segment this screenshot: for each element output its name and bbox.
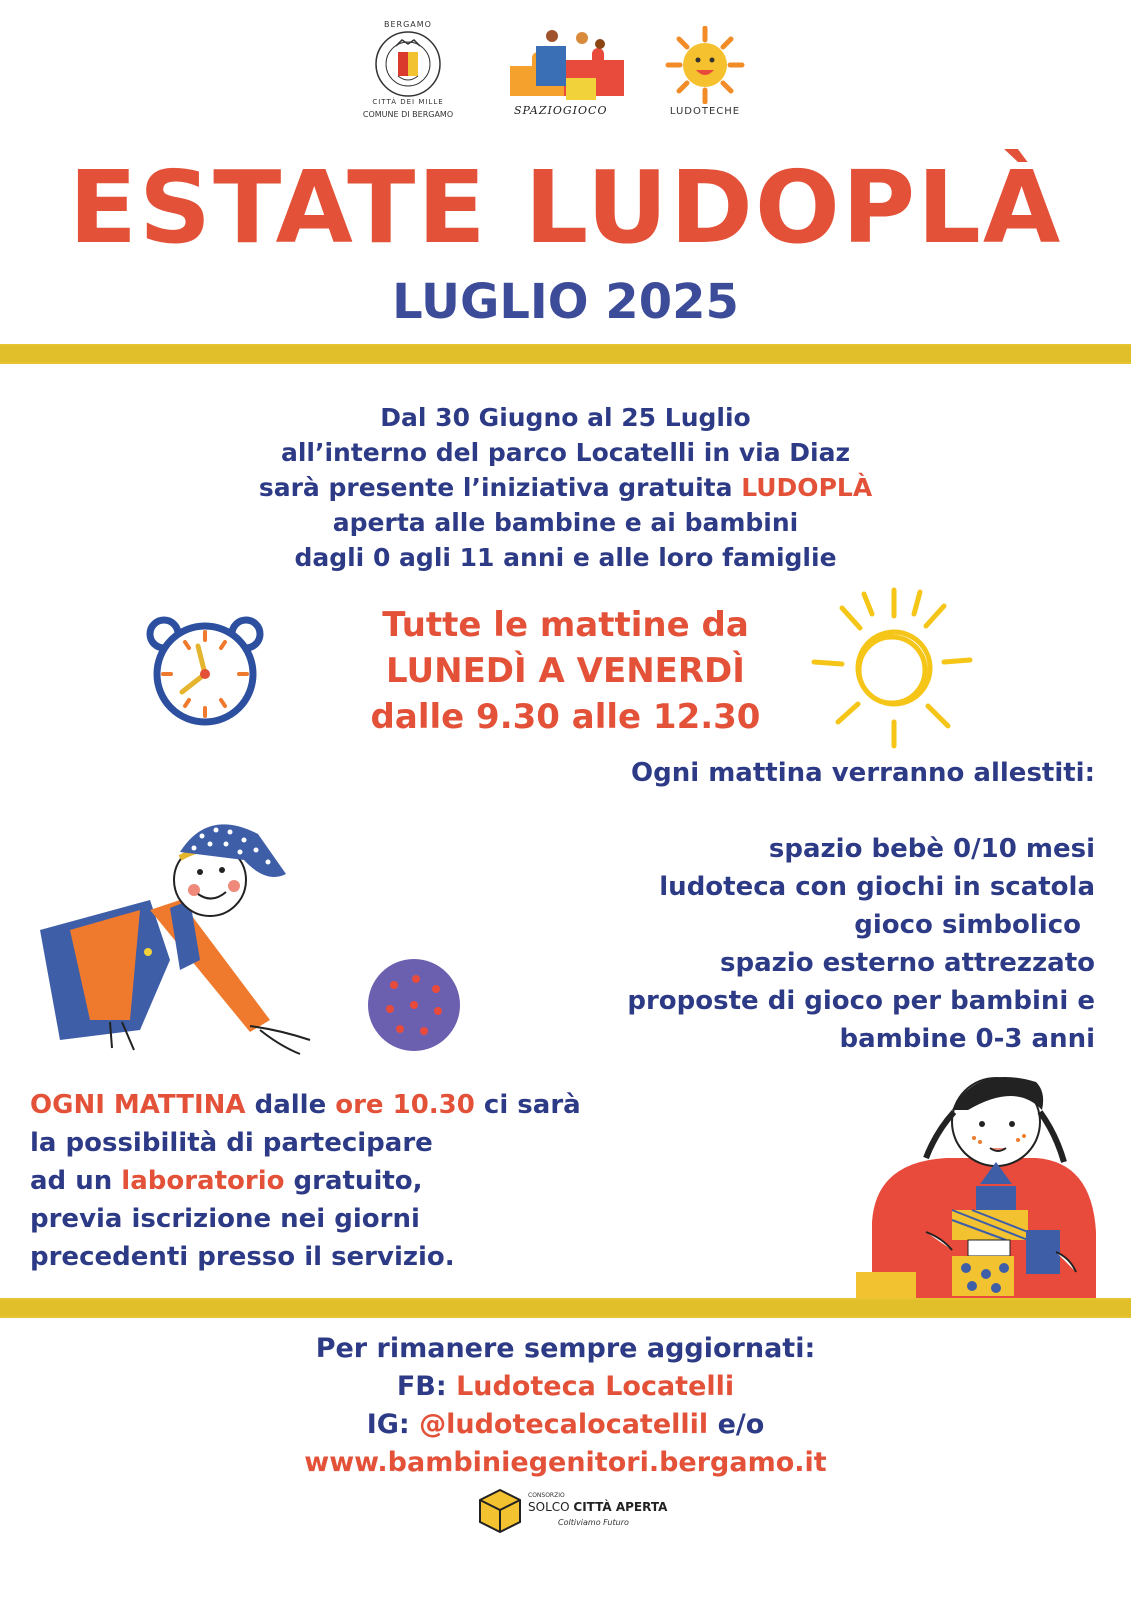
intro-line: all’interno del parco Locatelli in via Diaz — [280, 438, 851, 467]
website-link[interactable]: www.bambiniegenitori.bergamo.it — [304, 1447, 827, 1478]
bergamo-bottom-text: CITTÀ DEI MILLE — [372, 98, 444, 106]
bergamo-seal-icon — [360, 22, 456, 122]
lab-line — [30, 1162, 590, 1200]
ludoteche-name: LUDOTECHE — [669, 106, 741, 117]
bergamo-name: COMUNE DI BERGAMO — [362, 110, 454, 119]
bottom-divider — [0, 1298, 1131, 1318]
footer-contacts — [0, 1330, 1131, 1482]
instagram-link[interactable]: @ludotecalocatellil — [419, 1409, 709, 1440]
bergamo-top-text: BERGAMO — [384, 20, 432, 29]
setup-item: spazio bebè 0/10 mesi — [768, 834, 1095, 864]
boy-illustration — [30, 800, 330, 1070]
page-subtitle: LUGLIO 2025 — [392, 274, 739, 330]
intro-line: dagli 0 agli 11 anni e alle loro famiglie — [294, 543, 837, 572]
laboratory-text — [30, 1086, 590, 1276]
boy-playing-icon — [30, 800, 330, 1070]
sun-icon — [808, 582, 978, 752]
lab-text: ad un — [30, 1166, 122, 1196]
girl-building-icon — [856, 1062, 1106, 1310]
intro-line: Dal 30 Giugno al 25 Luglio — [380, 403, 751, 432]
instagram-line — [0, 1406, 1131, 1444]
setup-item: spazio esterno attrezzato — [720, 948, 1095, 978]
sun-illustration — [808, 582, 978, 752]
logo-spaziogioco — [500, 26, 636, 122]
lab-line: precedenti presso il servizio. — [30, 1242, 455, 1272]
facebook-line — [0, 1368, 1131, 1406]
footer-heading: Per rimanere sempre aggiornati: — [315, 1333, 816, 1364]
facebook-link[interactable]: Ludoteca Locatelli — [456, 1371, 735, 1402]
brand-name-bold: CITTÀ APERTA — [573, 1500, 668, 1514]
lab-text: dalle — [245, 1090, 336, 1120]
instagram-label: IG: — [366, 1409, 420, 1440]
laboratorio-highlight: laboratorio — [121, 1166, 285, 1196]
instagram-post: e/o — [708, 1409, 765, 1440]
solco-citta-aperta-logo — [478, 1488, 668, 1538]
setup-heading: Ogni mattina verranno allestiti: — [631, 758, 1095, 788]
intro-line-text: sarà presente l’iniziativa gratuita — [258, 473, 742, 502]
cube-icon — [478, 1488, 522, 1534]
ball-illustration — [364, 955, 464, 1055]
lab-line: la possibilità di partecipare — [30, 1128, 433, 1158]
setup-item: bambine 0-3 anni — [839, 1024, 1095, 1054]
logo-ludoteche — [660, 26, 750, 122]
schedule-line: Tutte le mattine da — [382, 605, 749, 645]
lab-text: ci sarà — [474, 1090, 581, 1120]
ball-icon — [364, 955, 464, 1055]
setup-list — [627, 830, 1095, 1058]
setup-item: gioco simbolico — [854, 910, 1081, 940]
brand-name — [528, 1500, 667, 1514]
page-title: ESTATE LUDOPLÀ — [68, 149, 1063, 266]
lab-line — [30, 1086, 590, 1124]
setup-item: ludoteca con giochi in scatola — [659, 872, 1095, 902]
ludopla-highlight: LUDOPLÀ — [741, 473, 873, 502]
sun-face-icon — [660, 26, 750, 104]
facebook-label: FB: — [396, 1371, 457, 1402]
brand-name-pre: SOLCO — [528, 1500, 574, 1514]
setup-item: proposte di gioco per bambini e — [627, 986, 1095, 1016]
schedule-hours: dalle 9.30 alle 12.30 — [370, 697, 761, 737]
logo-comune-bergamo — [360, 22, 456, 122]
brand-tagline: Coltiviamo Futuro — [558, 1518, 629, 1527]
spaziogioco-name: SPAZIOGIOCO — [514, 104, 608, 117]
intro-text — [0, 400, 1131, 575]
lab-text: gratuito, — [284, 1166, 423, 1196]
schedule-days: LUNEDÌ A VENERDÌ — [386, 651, 745, 691]
intro-line — [0, 470, 1131, 505]
top-divider — [0, 344, 1131, 364]
intro-line: aperta alle bambine e ai bambini — [332, 508, 799, 537]
lab-line: previa iscrizione nei giorni — [30, 1204, 420, 1234]
brand-small: CONSORZIO — [528, 1492, 565, 1499]
ogni-mattina-highlight: OGNI MATTINA — [30, 1090, 246, 1120]
puzzle-kids-icon — [500, 26, 636, 106]
girl-illustration — [856, 1062, 1106, 1310]
lab-time-highlight: ore 10.30 — [335, 1090, 475, 1120]
